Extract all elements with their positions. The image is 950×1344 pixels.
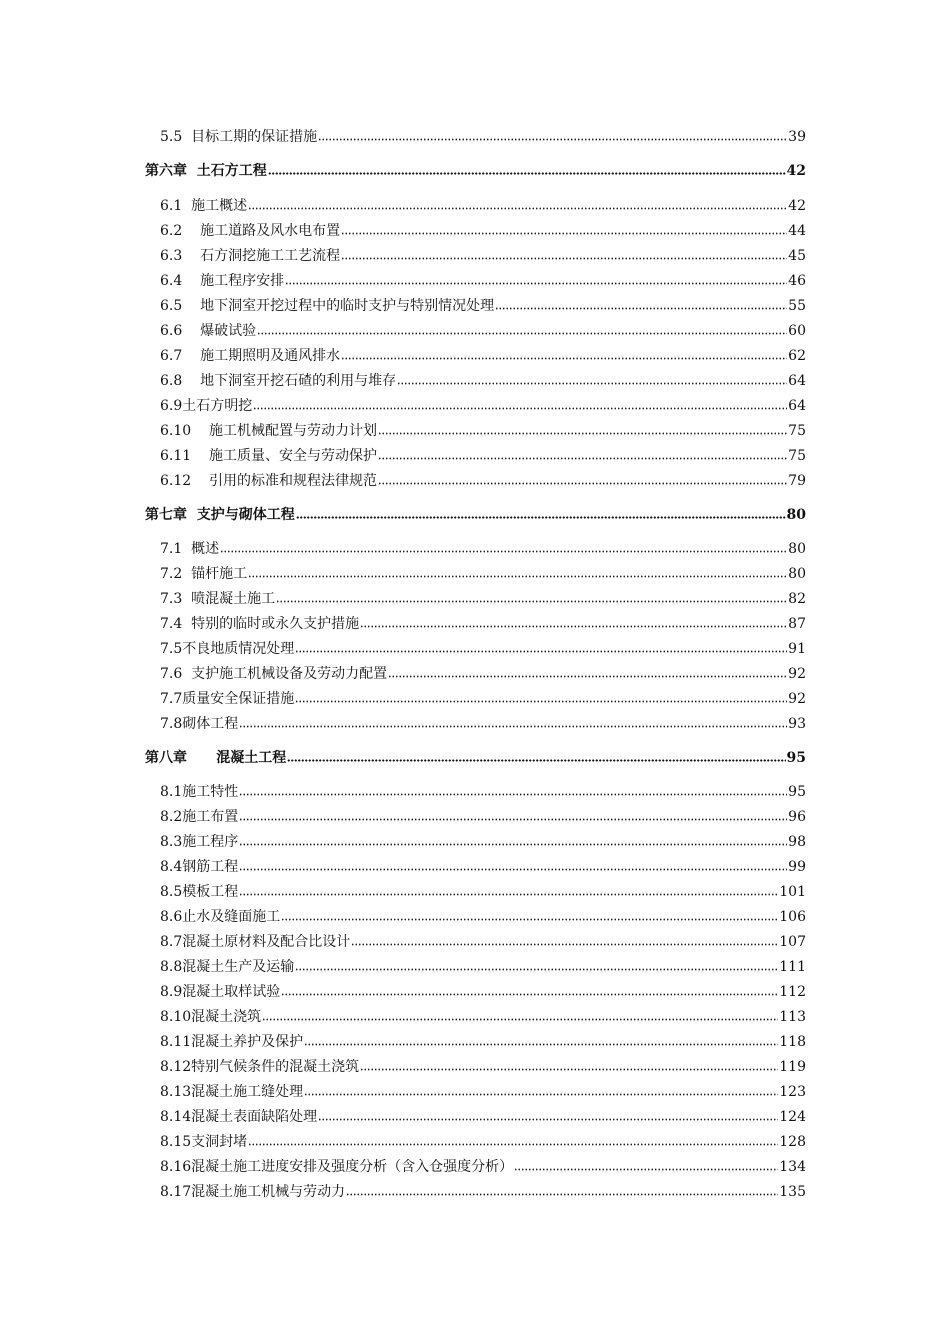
dot-leader	[378, 471, 787, 485]
toc-section-entry[interactable]	[160, 421, 806, 440]
toc-section-entry[interactable]	[160, 639, 806, 658]
dot-leader	[239, 714, 787, 728]
toc-page-number: 95	[786, 750, 806, 766]
toc-section-entry[interactable]	[160, 127, 806, 146]
toc-entry-title: 8.16混凝土施工进度安排及强度分析（含入仓强度分析）	[160, 1159, 514, 1175]
toc-page-number: 55	[788, 298, 806, 314]
toc-section-entry[interactable]	[160, 1082, 806, 1101]
toc-entry-title: 8.15支洞封堵	[160, 1134, 248, 1150]
dot-leader	[239, 832, 787, 846]
dot-leader	[248, 196, 787, 210]
toc-entry-title: 5.5 目标工期的保证措施	[160, 129, 318, 145]
toc-entry-title: 6.9土石方明挖	[160, 398, 253, 414]
dot-leader	[318, 127, 787, 141]
toc-entry-title: 7.5不良地质情况处理	[160, 641, 295, 657]
toc-entry-title: 7.7质量安全保证措施	[160, 691, 295, 707]
toc-entry-title: 7.8砌体工程	[160, 716, 239, 732]
toc-page-number: 75	[788, 423, 806, 439]
dot-leader	[257, 321, 787, 335]
dot-leader	[248, 1132, 778, 1146]
toc-entry-title: 8.11混凝土养护及保护	[160, 1034, 304, 1050]
toc-entry-title: 第八章 混凝土工程	[145, 750, 287, 766]
toc-section-entry[interactable]	[160, 246, 806, 265]
dot-leader	[239, 807, 787, 821]
toc-section-entry[interactable]	[160, 539, 806, 558]
toc-page-number: 75	[788, 448, 806, 464]
toc-entry-title: 6.6 爆破试验	[160, 323, 257, 339]
dot-leader	[318, 1107, 778, 1121]
toc-section-entry[interactable]	[160, 1107, 806, 1126]
dot-leader	[253, 396, 787, 410]
toc-page-number: 99	[788, 859, 806, 875]
dot-leader	[239, 882, 778, 896]
dot-leader	[341, 246, 787, 260]
dot-leader	[281, 982, 778, 996]
dot-leader	[341, 346, 787, 360]
dot-leader	[360, 614, 787, 628]
dot-leader	[388, 664, 787, 678]
toc-section-entry[interactable]	[160, 857, 806, 876]
toc-page-number: 62	[788, 348, 806, 364]
toc-section-entry[interactable]	[160, 932, 806, 951]
toc-section-entry[interactable]	[160, 714, 806, 733]
toc-page-number: 118	[779, 1034, 806, 1050]
toc-chapter-entry[interactable]	[145, 161, 806, 180]
toc-page-number: 39	[788, 129, 806, 145]
toc-entry-title: 6.10 施工机械配置与劳动力计划	[160, 423, 377, 439]
toc-section-entry[interactable]	[160, 321, 806, 340]
dot-leader	[262, 1007, 778, 1021]
toc-entry-title: 8.8混凝土生产及运输	[160, 959, 295, 975]
dot-leader	[378, 446, 787, 460]
dot-leader	[304, 1082, 778, 1096]
toc-section-entry[interactable]	[160, 614, 806, 633]
toc-page-number: 112	[779, 984, 806, 1000]
toc-page-number: 44	[788, 223, 806, 239]
toc-section-entry[interactable]	[160, 471, 806, 490]
dot-leader	[378, 421, 787, 435]
toc-page-number: 42	[786, 163, 806, 179]
toc-section-entry[interactable]	[160, 957, 806, 976]
toc-page-number: 96	[788, 809, 806, 825]
toc-page-number: 42	[788, 198, 806, 214]
toc-entry-title: 7.1 概述	[160, 541, 220, 557]
toc-page-number: 91	[788, 641, 806, 657]
toc-entry-title: 8.4钢筋工程	[160, 859, 239, 875]
toc-page-number: 135	[779, 1184, 806, 1200]
toc-entry-title: 8.2施工布置	[160, 809, 239, 825]
toc-page-number: 134	[779, 1159, 806, 1175]
dot-leader	[248, 564, 787, 578]
toc-page-number: 119	[779, 1059, 806, 1075]
toc-section-entry[interactable]	[160, 1182, 806, 1201]
toc-page-number: 123	[779, 1084, 806, 1100]
toc-entry-title: 8.9混凝土取样试验	[160, 984, 281, 1000]
toc-section-entry[interactable]	[160, 221, 806, 240]
toc-entry-title: 8.1施工特性	[160, 784, 239, 800]
toc-entry-title: 6.3 石方洞挖施工工艺流程	[160, 248, 341, 264]
toc-section-entry[interactable]	[160, 296, 806, 315]
toc-page-number: 87	[788, 616, 806, 632]
toc-entry-title: 第七章 支护与砌体工程	[145, 507, 295, 523]
toc-section-entry[interactable]	[160, 371, 806, 390]
dot-leader	[495, 296, 787, 310]
toc-section-entry[interactable]	[160, 664, 806, 683]
toc-entry-title: 8.14混凝土表面缺陷处理	[160, 1109, 318, 1125]
toc-entry-title: 6.8 地下洞室开挖石碴的利用与堆存	[160, 373, 397, 389]
toc-page-number: 64	[788, 398, 806, 414]
dot-leader	[397, 371, 787, 385]
toc-section-entry[interactable]	[160, 882, 806, 901]
toc-chapter-entry[interactable]	[145, 748, 806, 767]
dot-leader	[341, 221, 787, 235]
toc-section-entry[interactable]	[160, 396, 806, 415]
toc-page-number: 92	[788, 666, 806, 682]
toc-entry-title: 8.13混凝土施工缝处理	[160, 1084, 304, 1100]
dot-leader	[295, 957, 778, 971]
toc-page-number: 111	[779, 959, 806, 975]
toc-page-number: 45	[788, 248, 806, 264]
toc-entry-title: 6.4 施工程序安排	[160, 273, 285, 289]
dot-leader	[360, 1057, 778, 1071]
toc-section-entry[interactable]	[160, 1157, 806, 1176]
toc-entry-title: 8.3施工程序	[160, 834, 239, 850]
dot-leader	[304, 1032, 778, 1046]
toc-section-entry[interactable]	[160, 982, 806, 1001]
toc-entry-title: 8.7混凝土原材料及配合比设计	[160, 934, 351, 950]
toc-entry-title: 7.6 支护施工机械设备及劳动力配置	[160, 666, 388, 682]
toc-page-number: 64	[788, 373, 806, 389]
toc-page-number: 80	[788, 541, 806, 557]
dot-leader	[295, 639, 787, 653]
toc-page-number: 82	[788, 591, 806, 607]
toc-section-entry[interactable]	[160, 807, 806, 826]
dot-leader	[281, 907, 778, 921]
toc-entry-title: 6.11 施工质量、安全与劳动保护	[160, 448, 377, 464]
toc-entry-title: 6.1 施工概述	[160, 198, 248, 214]
dot-leader	[220, 539, 787, 553]
toc-page-number: 106	[779, 909, 806, 925]
toc-entry-title: 7.4 特别的临时或永久支护措施	[160, 616, 360, 632]
toc-entry-title: 8.6止水及缝面施工	[160, 909, 281, 925]
toc-section-entry[interactable]	[160, 346, 806, 365]
toc-entry-title: 6.5 地下洞室开挖过程中的临时支护与特别情况处理	[160, 298, 495, 314]
toc-page-number: 107	[779, 934, 806, 950]
dot-leader	[285, 271, 787, 285]
toc-section-entry[interactable]	[160, 832, 806, 851]
toc-section-entry[interactable]	[160, 589, 806, 608]
toc-section-entry[interactable]	[160, 1032, 806, 1051]
toc-section-entry[interactable]	[160, 907, 806, 926]
dot-leader	[268, 161, 786, 175]
toc-section-entry[interactable]	[160, 271, 806, 290]
toc-section-entry[interactable]	[160, 564, 806, 583]
toc-chapter-entry[interactable]	[145, 505, 806, 524]
toc-page-number: 60	[788, 323, 806, 339]
toc-section-entry[interactable]	[160, 1132, 806, 1151]
toc-page-number: 128	[779, 1134, 806, 1150]
dot-leader	[351, 932, 778, 946]
dot-leader	[514, 1157, 778, 1171]
toc-section-entry[interactable]	[160, 446, 806, 465]
toc-section-entry[interactable]	[160, 1007, 806, 1026]
dot-leader	[296, 505, 786, 519]
toc-entry-title: 8.17混凝土施工机械与劳动力	[160, 1184, 346, 1200]
dot-leader	[287, 748, 785, 762]
toc-page-number: 113	[779, 1009, 806, 1025]
toc-page-number: 80	[788, 566, 806, 582]
toc-page-number: 92	[788, 691, 806, 707]
toc-page-number: 95	[788, 784, 806, 800]
toc-page-number: 93	[788, 716, 806, 732]
toc-entry-title: 7.3 喷混凝土施工	[160, 591, 276, 607]
toc-entry-title: 8.5模板工程	[160, 884, 239, 900]
toc-entry-title: 第六章 土石方工程	[145, 163, 267, 179]
toc-page-number: 101	[779, 884, 806, 900]
toc-page-number: 80	[786, 507, 806, 523]
toc-section-entry[interactable]	[160, 689, 806, 708]
toc-entry-title: 7.2 锚杆施工	[160, 566, 248, 582]
toc-page-number: 46	[788, 273, 806, 289]
toc-page-number: 124	[779, 1109, 806, 1125]
dot-leader	[239, 782, 787, 796]
toc-section-entry[interactable]	[160, 782, 806, 801]
dot-leader	[346, 1182, 778, 1196]
dot-leader	[239, 857, 787, 871]
toc-entry-title: 6.12 引用的标准和规程法律规范	[160, 473, 377, 489]
toc-entry-title: 6.7 施工期照明及通风排水	[160, 348, 341, 364]
dot-leader	[276, 589, 787, 603]
toc-section-entry[interactable]	[160, 196, 806, 215]
toc-entry-title: 6.2 施工道路及风水电布置	[160, 223, 341, 239]
toc-entry-title: 8.12特别气候条件的混凝土浇筑	[160, 1059, 360, 1075]
toc-page-number: 98	[788, 834, 806, 850]
toc-page-number: 79	[788, 473, 806, 489]
toc-entry-title: 8.10混凝土浇筑	[160, 1009, 262, 1025]
toc-section-entry[interactable]	[160, 1057, 806, 1076]
dot-leader	[295, 689, 787, 703]
